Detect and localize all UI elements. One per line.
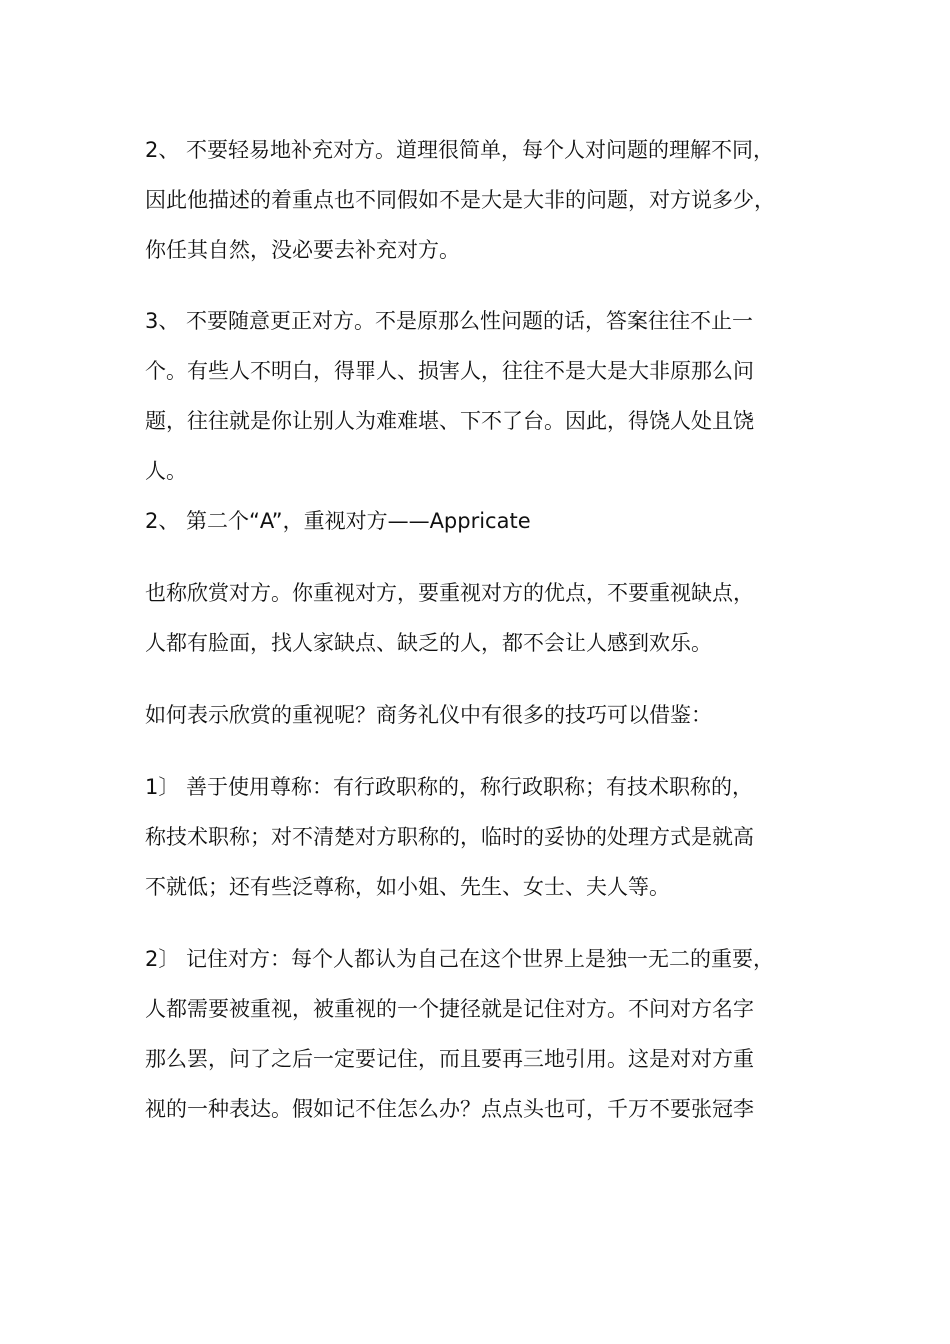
paragraph-6-line-1: 1〕 善于使用尊称：有行政职称的，称行政职称；有技术职称的， — [145, 775, 754, 799]
paragraph-6-line-2: 称技术职称；对不清楚对方职称的，临时的妥协的处理方式是就高 — [145, 825, 754, 849]
paragraph-2-line-4: 人。 — [145, 459, 187, 483]
paragraph-4-line-1: 也称欣赏对方。你重视对方，要重视对方的优点，不要重视缺点， — [145, 581, 754, 605]
paragraph-4-line-2: 人都有脸面，找人家缺点、缺乏的人，都不会让人感到欢乐。 — [145, 631, 712, 655]
paragraph-2-line-1: 3、 不要随意更正对方。不是原那么性问题的话，答案往往不止一 — [145, 309, 754, 333]
paragraph-2-line-2: 个。有些人不明白，得罪人、损害人，往往不是大是大非原那么问 — [145, 359, 754, 383]
paragraph-6-line-3: 不就低；还有些泛尊称，如小姐、先生、女士、夫人等。 — [145, 875, 670, 899]
paragraph-7-line-1: 2〕 记住对方：每个人都认为自己在这个世界上是独一无二的重要， — [145, 947, 775, 971]
section-heading: 2、 第二个“A”，重视对方——Appricate — [145, 509, 531, 533]
paragraph-7-line-2: 人都需要被重视，被重视的一个捷径就是记住对方。不问对方名字 — [145, 997, 754, 1021]
paragraph-7-line-3: 那么罢，问了之后一定要记住，而且要再三地引用。这是对对方重 — [145, 1047, 754, 1071]
paragraph-2-line-3: 题，往往就是你让别人为难难堪、下不了台。因此，得饶人处且饶 — [145, 409, 754, 433]
paragraph-1-line-2: 因此他描述的着重点也不同假如不是大是大非的问题，对方说多少， — [145, 188, 775, 212]
paragraph-5-line-1: 如何表示欣赏的重视呢？商务礼仪中有很多的技巧可以借鉴： — [145, 703, 712, 727]
paragraph-1-line-1: 2、 不要轻易地补充对方。道理很简单，每个人对问题的理解不同， — [145, 138, 775, 162]
paragraph-1-line-3: 你任其自然，没必要去补充对方。 — [145, 238, 460, 262]
paragraph-7-line-4: 视的一种表达。假如记不住怎么办？点点头也可，千万不要张冠李 — [145, 1097, 754, 1121]
